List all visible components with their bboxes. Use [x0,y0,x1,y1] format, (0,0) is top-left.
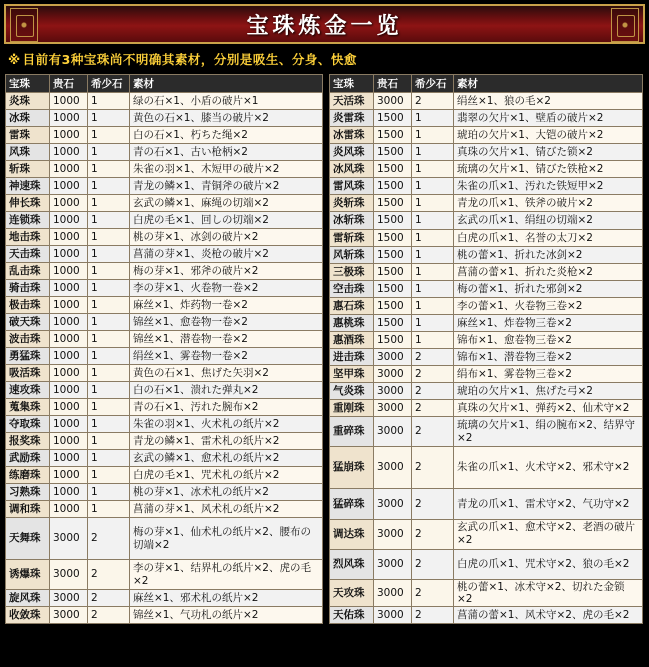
cell-orb-name: 破天珠 [6,314,50,331]
cell-material: 绢丝×1、狼の毛×2 [454,93,643,110]
cell-orb-name: 斩珠 [6,161,50,178]
cell-rare-stone: 1 [88,229,130,246]
cell-gui-stone: 3000 [374,489,412,519]
cell-material: 玄武の鳞×1、愈术札の纸片×2 [130,450,323,467]
col-header-name: 宝珠 [330,75,374,93]
table-row [330,161,643,178]
cell-gui-stone: 3000 [374,348,412,365]
cell-orb-name: 猛碎珠 [330,489,374,519]
cell-gui-stone: 3000 [374,579,412,606]
table-row [6,246,323,263]
cell-gui-stone: 1500 [374,178,412,195]
cell-material: 菖蒲の蕾×1、风术守×2、虎の毛×2 [454,606,643,623]
cell-orb-name: 连锁珠 [6,212,50,229]
cell-orb-name: 重碎珠 [330,417,374,447]
cell-material: 黄色の石×1、膝当の破片×2 [130,110,323,127]
cell-material: 白虎の爪×1、咒术守×2、狼の毛×2 [454,549,643,579]
cell-material: 青の石×1、汚れた腕布×2 [130,399,323,416]
cell-gui-stone: 3000 [50,518,88,560]
cell-gui-stone: 1000 [50,195,88,212]
cell-rare-stone: 2 [412,606,454,623]
cell-rare-stone: 1 [88,467,130,484]
cell-material: 玄武の爪×1、绢纽の切端×2 [454,212,643,229]
cell-gui-stone: 1000 [50,93,88,110]
cell-orb-name: 惠石珠 [330,297,374,314]
cell-rare-stone: 1 [88,110,130,127]
cell-material: 锦丝×1、气功札の纸片×2 [130,607,323,624]
cell-orb-name: 练磨珠 [6,467,50,484]
cell-rare-stone: 1 [88,399,130,416]
table-row [6,484,323,501]
cell-rare-stone: 2 [412,417,454,447]
table-row [6,399,323,416]
cell-material: 梅の蕾×1、折れた邪剑×2 [454,280,643,297]
cell-rare-stone: 2 [412,93,454,110]
table-row [6,382,323,399]
table-row [330,489,643,519]
cell-material: 菖蒲の蕾×1、折れた炎枪×2 [454,263,643,280]
cell-gui-stone: 1000 [50,365,88,382]
cell-orb-name: 勇猛珠 [6,348,50,365]
cell-gui-stone: 1000 [50,178,88,195]
cell-gui-stone: 1500 [374,229,412,246]
page-title: 宝珠炼金一览 [246,13,403,39]
cell-orb-name: 冰雷珠 [330,127,374,144]
table-row [330,400,643,417]
table-row [330,314,643,331]
cell-gui-stone: 1000 [50,280,88,297]
cell-material: 桃の蕾×1、冰术守×2、切れた金锁×2 [454,579,643,606]
cell-rare-stone: 1 [88,484,130,501]
cell-material: 锦布×1、愈卷物三卷×2 [454,331,643,348]
cell-material: 黄色の石×1、焦げた矢羽×2 [130,365,323,382]
cell-orb-name: 风珠 [6,144,50,161]
cell-orb-name: 骑击珠 [6,280,50,297]
col-header-gui: 贵石 [374,75,412,93]
cell-rare-stone: 1 [412,246,454,263]
cell-material: 梅の芽×1、邪斧の破片×2 [130,263,323,280]
cell-orb-name: 炎珠 [6,93,50,110]
cell-rare-stone: 1 [88,161,130,178]
table-row [330,297,643,314]
cell-material: 李の芽×1、结界札の纸片×2、虎の毛×2 [130,560,323,590]
cell-rare-stone: 2 [412,400,454,417]
cell-rare-stone: 1 [88,195,130,212]
cell-rare-stone: 2 [412,348,454,365]
cell-orb-name: 夺取珠 [6,416,50,433]
cell-orb-name: 武励珠 [6,450,50,467]
cell-gui-stone: 1000 [50,263,88,280]
cell-gui-stone: 1500 [374,246,412,263]
cell-material: 白虎の爪×1、名誉の太刀×2 [454,229,643,246]
cell-rare-stone: 1 [88,263,130,280]
table-row [330,549,643,579]
table-row [330,366,643,383]
col-header-rare: 希少石 [412,75,454,93]
cell-orb-name: 炎风珠 [330,144,374,161]
cell-gui-stone: 1500 [374,297,412,314]
cell-rare-stone: 1 [88,178,130,195]
cell-rare-stone: 2 [412,366,454,383]
cell-rare-stone: 2 [412,447,454,489]
cell-gui-stone: 3000 [374,366,412,383]
table-row [6,195,323,212]
table-row [6,433,323,450]
cell-gui-stone: 3000 [374,606,412,623]
cell-gui-stone: 1000 [50,144,88,161]
table-row [330,195,643,212]
cell-orb-name: 气炎珠 [330,383,374,400]
cell-gui-stone: 1500 [374,331,412,348]
cell-gui-stone: 1500 [374,127,412,144]
cell-gui-stone: 3000 [50,607,88,624]
cell-rare-stone: 1 [88,433,130,450]
cell-orb-name: 天击珠 [6,246,50,263]
cell-material: 朱雀の羽×1、木短甲の破片×2 [130,161,323,178]
cell-gui-stone: 1000 [50,297,88,314]
ornament-icon-left [10,8,38,42]
table-row [6,263,323,280]
cell-orb-name: 地击珠 [6,229,50,246]
cell-rare-stone: 1 [88,297,130,314]
table-row [6,331,323,348]
cell-rare-stone: 2 [88,607,130,624]
table-header-row [6,75,323,93]
table-row [330,383,643,400]
cell-material: 白の石×1、溃れた弹丸×2 [130,382,323,399]
cell-rare-stone: 1 [88,382,130,399]
cell-rare-stone: 1 [88,450,130,467]
cell-orb-name: 蒐集珠 [6,399,50,416]
cell-gui-stone: 1000 [50,314,88,331]
cell-rare-stone: 1 [88,246,130,263]
cell-material: 锦布×1、潜卷物三卷×2 [454,348,643,365]
table-row [6,212,323,229]
col-header-material: 素材 [130,75,323,93]
col-header-name: 宝珠 [6,75,50,93]
cell-material: 绢布×1、雾卷物三卷×2 [454,366,643,383]
cell-gui-stone: 3000 [374,519,412,549]
table-row [6,518,323,560]
cell-orb-name: 调达珠 [330,519,374,549]
cell-gui-stone: 3000 [374,447,412,489]
cell-rare-stone: 2 [88,590,130,607]
cell-material: 琥珀の欠片×1、焦げた弓×2 [454,383,643,400]
cell-orb-name: 风斩珠 [330,246,374,263]
cell-orb-name: 神速珠 [6,178,50,195]
table-row [6,467,323,484]
table-row [6,161,323,178]
cell-rare-stone: 1 [412,178,454,195]
cell-rare-stone: 1 [412,161,454,178]
cell-gui-stone: 1500 [374,144,412,161]
table-row [330,110,643,127]
cell-material: 李の芽×1、火卷物一卷×2 [130,280,323,297]
table-row [6,229,323,246]
cell-rare-stone: 2 [88,518,130,560]
cell-material: 梅の芽×1、仙术札の纸片×2、腰布の切端×2 [130,518,323,560]
cell-rare-stone: 1 [88,365,130,382]
table-row [6,365,323,382]
cell-rare-stone: 2 [412,489,454,519]
cell-material: 真珠の欠片×1、弹药×2、仙术守×2 [454,400,643,417]
cell-rare-stone: 1 [412,144,454,161]
table-row [330,417,643,447]
col-header-rare: 希少石 [88,75,130,93]
cell-gui-stone: 1000 [50,110,88,127]
cell-orb-name: 速攻珠 [6,382,50,399]
cell-rare-stone: 1 [88,127,130,144]
cell-rare-stone: 2 [412,383,454,400]
table-row [330,144,643,161]
cell-orb-name: 天佑珠 [330,606,374,623]
cell-gui-stone: 1000 [50,501,88,518]
cell-material: 玄武の爪×1、愈术守×2、老酒の破片×2 [454,519,643,549]
cell-orb-name: 乱击珠 [6,263,50,280]
cell-orb-name: 炎雷珠 [330,110,374,127]
cell-gui-stone: 3000 [374,383,412,400]
cell-orb-name: 冰珠 [6,110,50,127]
cell-gui-stone: 3000 [374,400,412,417]
cell-gui-stone: 1000 [50,467,88,484]
cell-material: 绿の石×1、小盾の破片×1 [130,93,323,110]
cell-rare-stone: 1 [88,280,130,297]
cell-gui-stone: 1500 [374,161,412,178]
cell-orb-name: 天攻珠 [330,579,374,606]
cell-gui-stone: 1000 [50,127,88,144]
cell-orb-name: 收敛珠 [6,607,50,624]
cell-rare-stone: 1 [88,144,130,161]
cell-material: 青龙の爪×1、雷术守×2、气功守×2 [454,489,643,519]
table-row [6,144,323,161]
cell-orb-name: 波击珠 [6,331,50,348]
cell-gui-stone: 3000 [374,417,412,447]
cell-orb-name: 进击珠 [330,348,374,365]
cell-orb-name: 雷斩珠 [330,229,374,246]
table-row [6,416,323,433]
cell-material: 麻丝×1、炸卷物三卷×2 [454,314,643,331]
cell-gui-stone: 1000 [50,229,88,246]
table-row [6,93,323,110]
cell-rare-stone: 1 [412,195,454,212]
table-row [6,110,323,127]
cell-rare-stone: 1 [412,314,454,331]
cell-rare-stone: 1 [88,501,130,518]
cell-orb-name: 极击珠 [6,297,50,314]
cell-gui-stone: 1000 [50,450,88,467]
table-row [6,348,323,365]
table-row [330,447,643,489]
cell-orb-name: 雷风珠 [330,178,374,195]
table-row [330,263,643,280]
table-row [330,229,643,246]
table-header-row [330,75,643,93]
cell-rare-stone: 1 [88,348,130,365]
cell-rare-stone: 1 [412,331,454,348]
cell-material: 琉璃の欠片×1、锖びた铁枪×2 [454,161,643,178]
cell-material: 白虎の毛×1、咒术札の纸片×2 [130,467,323,484]
cell-orb-name: 雷珠 [6,127,50,144]
cell-material: 桃の芽×1、冰术札の纸片×2 [130,484,323,501]
table-row [330,519,643,549]
cell-material: 菖蒲の芽×1、风术札の纸片×2 [130,501,323,518]
cell-gui-stone: 1000 [50,433,88,450]
cell-material: 锦丝×1、潜卷物一卷×2 [130,331,323,348]
tables-container [0,74,649,624]
cell-material: 麻丝×1、邪术札の纸片×2 [130,590,323,607]
cell-gui-stone: 3000 [50,560,88,590]
cell-orb-name: 惠酒珠 [330,331,374,348]
table-row [330,127,643,144]
table-row [6,560,323,590]
cell-rare-stone: 1 [412,212,454,229]
orb-table-left [5,74,323,624]
notice-text [8,50,641,68]
cell-rare-stone: 1 [88,212,130,229]
table-row [330,212,643,229]
cell-gui-stone: 1000 [50,331,88,348]
cell-rare-stone: 1 [412,229,454,246]
cell-gui-stone: 1500 [374,212,412,229]
cell-orb-name: 三极珠 [330,263,374,280]
cell-material: 朱雀の羽×1、火术札の纸片×2 [130,416,323,433]
cell-gui-stone: 1500 [374,195,412,212]
page-root [0,4,649,621]
cell-orb-name: 炎斩珠 [330,195,374,212]
cell-gui-stone: 1000 [50,416,88,433]
table-row [330,331,643,348]
cell-gui-stone: 1500 [374,263,412,280]
cell-orb-name: 天活珠 [330,93,374,110]
table-row [330,178,643,195]
cell-orb-name: 冰斩珠 [330,212,374,229]
notice-body: 目前有3种宝珠尚不明确其素材，分别是吸生、分身、快愈 [22,52,357,67]
cell-orb-name: 冰风珠 [330,161,374,178]
cell-rare-stone: 1 [412,297,454,314]
cell-orb-name: 坚甲珠 [330,366,374,383]
col-header-gui: 贵石 [50,75,88,93]
cell-orb-name: 报奖珠 [6,433,50,450]
cell-material: 桃の蕾×1、折れた冰剑×2 [454,246,643,263]
cell-orb-name: 习熟珠 [6,484,50,501]
cell-rare-stone: 1 [412,280,454,297]
cell-material: 琉璃の欠片×1、绢の腕布×2、结界守×2 [454,417,643,447]
cell-material: 白虎の毛×1、回しの切端×2 [130,212,323,229]
table-row [330,348,643,365]
cell-material: 青龙の爪×1、铁斧の破片×2 [454,195,643,212]
cell-material: 桃の芽×1、冰剑の破片×2 [130,229,323,246]
table-row [6,607,323,624]
cell-material: 翡翠の欠片×1、壁盾の破片×2 [454,110,643,127]
table-row [330,579,643,606]
cell-orb-name: 旋风珠 [6,590,50,607]
cell-orb-name: 吸活珠 [6,365,50,382]
col-header-material: 素材 [454,75,643,93]
cell-gui-stone: 1000 [50,246,88,263]
cell-orb-name: 调和珠 [6,501,50,518]
cell-orb-name: 诱爆珠 [6,560,50,590]
cell-orb-name: 伸长珠 [6,195,50,212]
cell-orb-name: 重刚珠 [330,400,374,417]
table-row [6,178,323,195]
table-row [6,314,323,331]
cell-material: 李の蕾×1、火卷物三卷×2 [454,297,643,314]
table-row [6,450,323,467]
cell-material: 朱雀の爪×1、汚れた铁短甲×2 [454,178,643,195]
cell-material: 青龙の鳞×1、雷术札の纸片×2 [130,433,323,450]
ornament-icon-right [611,8,639,42]
table-row [6,280,323,297]
cell-rare-stone: 1 [88,331,130,348]
table-row [6,127,323,144]
table-row [330,93,643,110]
cell-orb-name: 天舞珠 [6,518,50,560]
cell-rare-stone: 2 [412,579,454,606]
cell-gui-stone: 1000 [50,348,88,365]
table-row [6,297,323,314]
cell-gui-stone: 1000 [50,399,88,416]
cell-gui-stone: 1000 [50,212,88,229]
table-row [330,280,643,297]
table-row [330,246,643,263]
cell-material: 麻丝×1、炸药物一卷×2 [130,297,323,314]
cell-rare-stone: 1 [412,110,454,127]
cell-orb-name: 猛崩珠 [330,447,374,489]
cell-orb-name: 空击珠 [330,280,374,297]
cell-gui-stone: 1000 [50,484,88,501]
cell-material: 锦丝×1、愈卷物一卷×2 [130,314,323,331]
cell-rare-stone: 1 [412,127,454,144]
cell-rare-stone: 2 [412,549,454,579]
cell-rare-stone: 2 [88,560,130,590]
orb-table-right [329,74,643,624]
cell-gui-stone: 1000 [50,161,88,178]
cell-gui-stone: 3000 [374,93,412,110]
cell-material: 真珠の欠片×1、锖びた锁×2 [454,144,643,161]
notice-star-icon: ※ [8,52,21,67]
cell-rare-stone: 1 [88,93,130,110]
cell-material: 青の石×1、古い枪柄×2 [130,144,323,161]
cell-material: 琥珀の欠片×1、大铠の破片×2 [454,127,643,144]
cell-gui-stone: 1500 [374,110,412,127]
cell-orb-name: 烈风珠 [330,549,374,579]
cell-gui-stone: 1500 [374,314,412,331]
cell-rare-stone: 2 [412,519,454,549]
table-row [6,590,323,607]
cell-material: 朱雀の爪×1、火术守×2、邪术守×2 [454,447,643,489]
cell-rare-stone: 1 [88,416,130,433]
cell-rare-stone: 1 [412,263,454,280]
cell-gui-stone: 1500 [374,280,412,297]
cell-material: 玄武の鳞×1、麻绳の切端×2 [130,195,323,212]
table-row [330,606,643,623]
cell-material: 白の石×1、朽ちた绳×2 [130,127,323,144]
cell-gui-stone: 3000 [50,590,88,607]
cell-material: 菖蒲の芽×1、炎枪の破片×2 [130,246,323,263]
table-row [6,501,323,518]
cell-material: 绢丝×1、雾卷物一卷×2 [130,348,323,365]
cell-rare-stone: 1 [88,314,130,331]
header-banner [4,4,645,44]
cell-gui-stone: 1000 [50,382,88,399]
cell-gui-stone: 3000 [374,549,412,579]
cell-material: 青龙の鳞×1、青铜斧の破片×2 [130,178,323,195]
cell-orb-name: 惠桃珠 [330,314,374,331]
